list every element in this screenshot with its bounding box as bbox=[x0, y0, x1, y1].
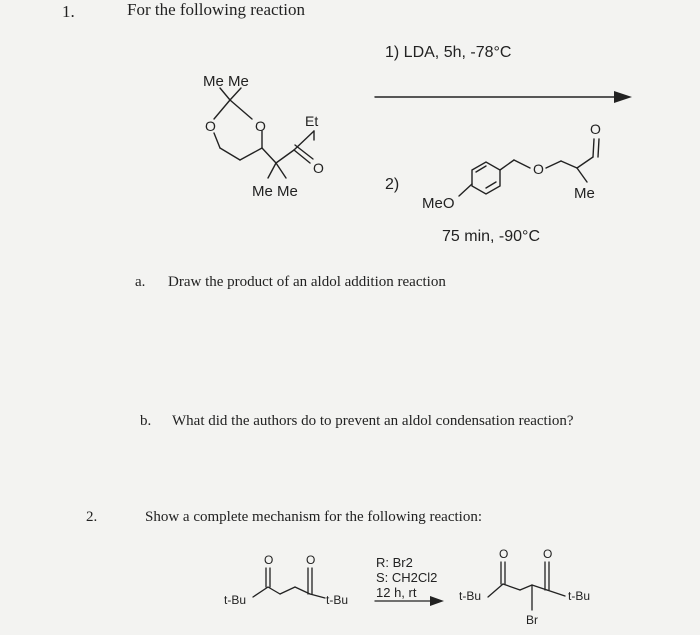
label-reactant-o2: O bbox=[306, 553, 316, 567]
label-aldehyde-oxygen: O bbox=[590, 121, 601, 137]
part-b-text: What did the authors do to prevent an aldol condensation reaction? bbox=[172, 413, 574, 429]
part-b-letter: b. bbox=[140, 413, 152, 429]
product-bromodiketone bbox=[488, 562, 565, 610]
question-number-2: 2. bbox=[86, 509, 98, 525]
question-2-prompt: Show a complete mechanism for the following reaction: bbox=[145, 509, 482, 525]
label-me-me-top: Me Me bbox=[203, 73, 249, 90]
label-product-o1: O bbox=[499, 547, 509, 561]
label-product-o2: O bbox=[543, 547, 553, 561]
part-a-letter: a. bbox=[135, 274, 146, 290]
label-me-me-bottom: Me Me bbox=[252, 183, 298, 200]
label-ether-oxygen: O bbox=[533, 161, 544, 177]
reagent-step-1: 1) LDA, 5h, -78°C bbox=[385, 44, 512, 61]
reactant-diketone bbox=[253, 568, 325, 598]
label-ketone-oxygen: O bbox=[313, 160, 324, 176]
label-product-bromine: Br bbox=[526, 613, 538, 627]
label-ring-oxygen-right: O bbox=[255, 118, 266, 134]
label-product-tbu-right: t-Bu bbox=[568, 589, 591, 603]
label-methyl: Me bbox=[574, 185, 595, 202]
reagent-step-2-conditions: 75 min, -90°C bbox=[442, 228, 540, 245]
label-ring-oxygen-left: O bbox=[205, 118, 216, 134]
label-product-tbu-left: t-Bu bbox=[459, 589, 482, 603]
label-reactant-tbu-left: t-Bu bbox=[224, 593, 247, 607]
label-reactant-tbu-right: t-Bu bbox=[326, 593, 349, 607]
condition-solvent: S: CH2Cl2 bbox=[376, 570, 438, 585]
label-reactant-o1: O bbox=[264, 553, 274, 567]
question-1-prompt: For the following reaction bbox=[127, 0, 305, 19]
label-methoxy: MeO bbox=[422, 195, 455, 212]
condition-reagent: R: Br2 bbox=[376, 555, 413, 570]
part-a-text: Draw the product of an aldol addition reaction bbox=[168, 274, 446, 290]
reagent-step-2-number: 2) bbox=[385, 176, 400, 193]
condition-time: 12 h, rt bbox=[376, 585, 417, 600]
arrow-2-head bbox=[430, 596, 444, 606]
question-number-1: 1. bbox=[62, 2, 75, 21]
label-ethyl: Et bbox=[305, 113, 319, 129]
